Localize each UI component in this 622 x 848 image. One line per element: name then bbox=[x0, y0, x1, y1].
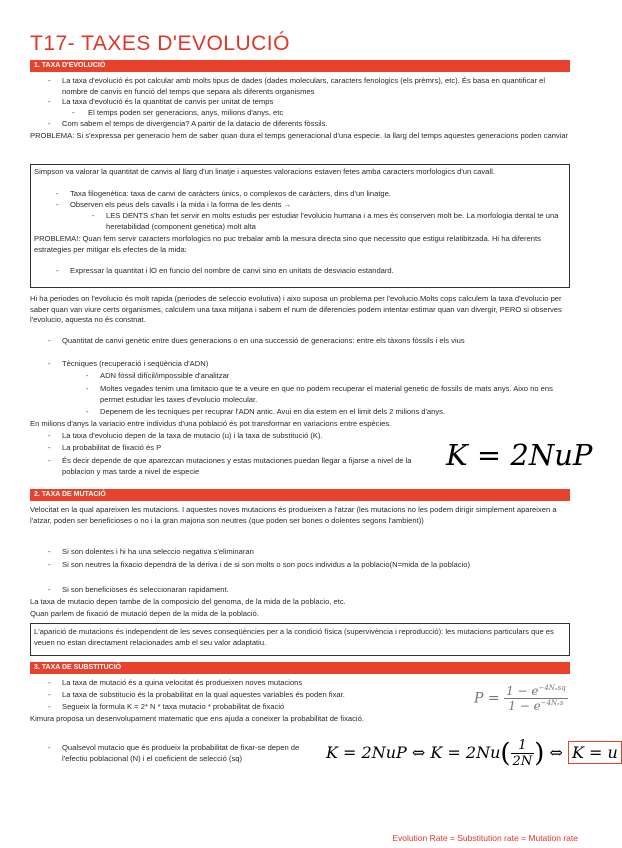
paragraph: La taxa d'evolució és la quantitat de canvis per unitat de temps bbox=[62, 97, 274, 106]
paragraph: Expressar la quantitat i lO en funcio del nombre de canvi sino en unitats de desviacio estandard. bbox=[70, 266, 394, 275]
formula-k-2nu: K = 2Nu bbox=[430, 743, 501, 762]
bullet-dash: - bbox=[48, 690, 51, 699]
bullet-dash: - bbox=[56, 200, 59, 209]
paragraph: Quantitat de canvi genètic entre dues generacions o en una successió de generacions: entre els tàxons fòssils i els vius bbox=[62, 336, 465, 345]
paragraph: LES DENTS s'han fet servir en molts estudis per estudiar l'evolucio humana i a mes és conserven molt be. La morfologia dental te una heretabilidad (component genetica) molt alta bbox=[106, 211, 559, 231]
denominator-exponent: −4Nₑs bbox=[540, 699, 564, 707]
bullet-dash: - bbox=[48, 431, 51, 440]
paragraph: Si son beneficioses és seleccionaran rapidament. bbox=[62, 585, 229, 594]
paragraph: Simpson va valorar la quantitat de canvis al llarg d'un linatje i aquestes valoracions estaven fetes amba caracters morfologics d'un cavall. bbox=[34, 167, 495, 176]
bullet-dash: - bbox=[48, 456, 51, 465]
bullet-dash: - bbox=[86, 384, 89, 393]
footer-evolution-rate: Evolution Rate = Substitution rate = Mutation rate bbox=[392, 833, 578, 843]
paragraph: PROBLEMA!: Quan fem servir caracters morfologics no puc trebalar amb la mesura directa sino que necessito que estigui relatibitzada. Hi ha diferents estrategies per mitigar els efectes de la mida: bbox=[34, 234, 541, 254]
formula-k-u-boxed: K = u bbox=[568, 741, 622, 764]
fraction-denominator bbox=[504, 699, 568, 713]
paragraph: La taxa d'evolució és pot calcular amb molts tipus de dades (dades moleculars, caracters fenologics (els prèmrs), etc). És basa en quantificar el nombre de canvis en funció del temps que separa als diferents organismes bbox=[62, 76, 546, 96]
paragraph: Si son dolentes i hi ha una seleccio negativa s'eliminaran bbox=[62, 547, 254, 556]
bullet-dash: - bbox=[48, 547, 51, 556]
paragraph: Moltes vegades tenim una limitacio que te a veure en que no podem recuperar el material genetic de fossils de mats anys. Aixo no ens permet estudiar les taxes d'evolucio molecular. bbox=[100, 384, 553, 404]
bullet-dash: - bbox=[92, 211, 95, 220]
paragraph: Kimura proposa un desenvolupament matematic que ens ajuda a coneixer la probabilitat de fixació. bbox=[30, 714, 364, 723]
bullet-dash: - bbox=[56, 189, 59, 198]
paragraph: Tècniques (recuperació i seqüència d'ADN) bbox=[62, 359, 209, 368]
bullet-dash: - bbox=[48, 702, 51, 711]
paragraph: PROBLEMA: Si s'expressa per generacio hem de saber quan dura el temps generacional d'una especie. Ia llarg del temps aquestes generacions poden canviar bbox=[30, 131, 569, 140]
bullet-dash: - bbox=[48, 585, 51, 594]
bullet-dash: - bbox=[48, 678, 51, 687]
bullet-dash: - bbox=[48, 336, 51, 345]
paragraph: Depenem de les tecniques per recuprar l'ADN antic. Avui en dia estem en el limit dels 2 milions d'anys. bbox=[100, 407, 446, 416]
bullet-dash: - bbox=[86, 371, 89, 380]
left-paren: ( bbox=[500, 738, 511, 769]
denominator-base: 1 − e bbox=[508, 699, 541, 713]
paragraph: La taxa de mutació és a quina velocitat és produeixen noves mutacions bbox=[62, 678, 303, 687]
paragraph: Si son neutres la fixacio dependra de la deriva i de si son molts o son pocs individus a la poblacio(N=mida de la poblacio) bbox=[62, 560, 470, 569]
fraction-denominator: 2N bbox=[512, 754, 533, 769]
bullet-dash: - bbox=[48, 443, 51, 452]
numerator-exponent: −4Nₑsq bbox=[538, 684, 566, 692]
numerator-base: 1 − e bbox=[506, 684, 539, 698]
paragraph: El temps poden ser generacions, anys, milions d'anys, etc bbox=[88, 108, 284, 117]
equivalence-arrow: ⇔ bbox=[411, 743, 426, 762]
page-title: T17- TAXES D'EVOLUCIÓ bbox=[30, 32, 290, 55]
bullet-dash: - bbox=[48, 560, 51, 569]
bullet-dash: - bbox=[48, 97, 51, 106]
paragraph: L'aparició de mutacions és independent de les seves conseqüències per a la condició física (supervivència i reproducció): les mutacions particulars que es veuen no estan directament relacionades amb el seu valor adaptatiu. bbox=[34, 627, 554, 647]
paragraph: La taxa d'evolucio depen de la taxa de mutacio (u) i la taxa de substitució (K). bbox=[62, 431, 323, 440]
paragraph: En milions d'anys la variacio entre individus d'una població és pot transformar en variacions entre espècies. bbox=[30, 419, 392, 428]
bullet-dash: - bbox=[48, 119, 51, 128]
bullet-dash: - bbox=[48, 743, 51, 752]
fraction bbox=[504, 684, 568, 713]
paragraph: Observen els peus dels cavalls i la mida i la forma de les dents → bbox=[70, 200, 292, 209]
formula-k-2nup: K = 2NuP bbox=[446, 438, 593, 472]
paragraph: La taxa de substitucio és la probabilitat en la qual aquestes variables és poden fixar. bbox=[62, 690, 345, 699]
paragraph: Com sabem el temps de divergencia? A partir de la datacio de diferents fòssils. bbox=[62, 119, 328, 128]
section-header-taxa-mutacio: 2. TAXA DE MUTACIÓ bbox=[30, 489, 570, 501]
fraction-numerator bbox=[504, 684, 568, 699]
paragraph: Segueix la formula K = 2* N * taxa mutacio * probabilitat de fixació bbox=[62, 702, 285, 711]
formula-k-2nup: K = 2NuP bbox=[326, 743, 407, 762]
paragraph: ADN fòssil difícil/impossible d'analitzar bbox=[100, 371, 230, 380]
paragraph: La probabilitat de fixació és P bbox=[62, 443, 162, 452]
fraction-numerator: 1 bbox=[511, 738, 535, 754]
formula-chain bbox=[326, 738, 622, 769]
right-paren: ) bbox=[534, 738, 545, 769]
formula-lhs: P bbox=[474, 690, 484, 707]
bullet-dash: - bbox=[56, 266, 59, 275]
bullet-dash: - bbox=[48, 76, 51, 85]
section-header-taxa-evolucio: 1. TAXA D'EVOLUCIÓ bbox=[30, 60, 570, 72]
bullet-dash: - bbox=[86, 407, 89, 416]
paragraph: Taxa filogenètica: taxa de canvi de caràcters únics, o complexos de caràcters, dins d'un linatge. bbox=[70, 189, 391, 198]
fraction bbox=[511, 738, 535, 769]
paragraph: Velocitat en la qual apareixen les mutacions. I aquestes noves mutacions és produeixen a l'atzar (les mutacions no les podem dirigir simplement apareixen a l'atzar, poden ser beneficioses o no i la gran majoria son neutres (que poden ser bones o dolentes segons l'ambient)) bbox=[30, 505, 557, 525]
equals-sign: = bbox=[487, 690, 505, 707]
paragraph: Quan parlem de fixació de mutació depen de la mida de la població. bbox=[30, 609, 259, 618]
formula-kimura-p bbox=[474, 684, 568, 713]
paragraph: Hi ha periodes on l'evolucio és molt rapida (periodes de seleccio evolutiva) i aixo suposa un problema per l'evolucio.Molts cops calculem la taxa d'evolucio per saber quan van viure certs organismes, calculem una taxa mitjana i sabem el num de diferencies podem intentar estimar quan van divergir, PERO si observes l'evolucio, aquesta no és constnat. bbox=[30, 294, 562, 324]
bullet-dash: - bbox=[72, 108, 75, 117]
bullet-dash: - bbox=[48, 359, 51, 368]
equivalence-arrow: ⇔ bbox=[549, 743, 563, 762]
section-header-taxa-substitucio: 3. TAXA DE SUBSTITUCIÓ bbox=[30, 662, 570, 674]
paragraph: Qualsevol mutacio que és produeix la probabilitat de fixar-se depen de l'efectiu poblacional (N) i el coeficient de selecció (sq) bbox=[62, 743, 300, 763]
paragraph: La taxa de mutacio depen tambe de la composicio del genoma, de la mida de la poblacio, etc. bbox=[30, 597, 346, 606]
paragraph: És decir depende de que aparezcan mutaciones y estas mutaciones puedan llegar a fijarse a nivel de la poblacion y mas tarde a nivel de especie bbox=[62, 456, 412, 476]
